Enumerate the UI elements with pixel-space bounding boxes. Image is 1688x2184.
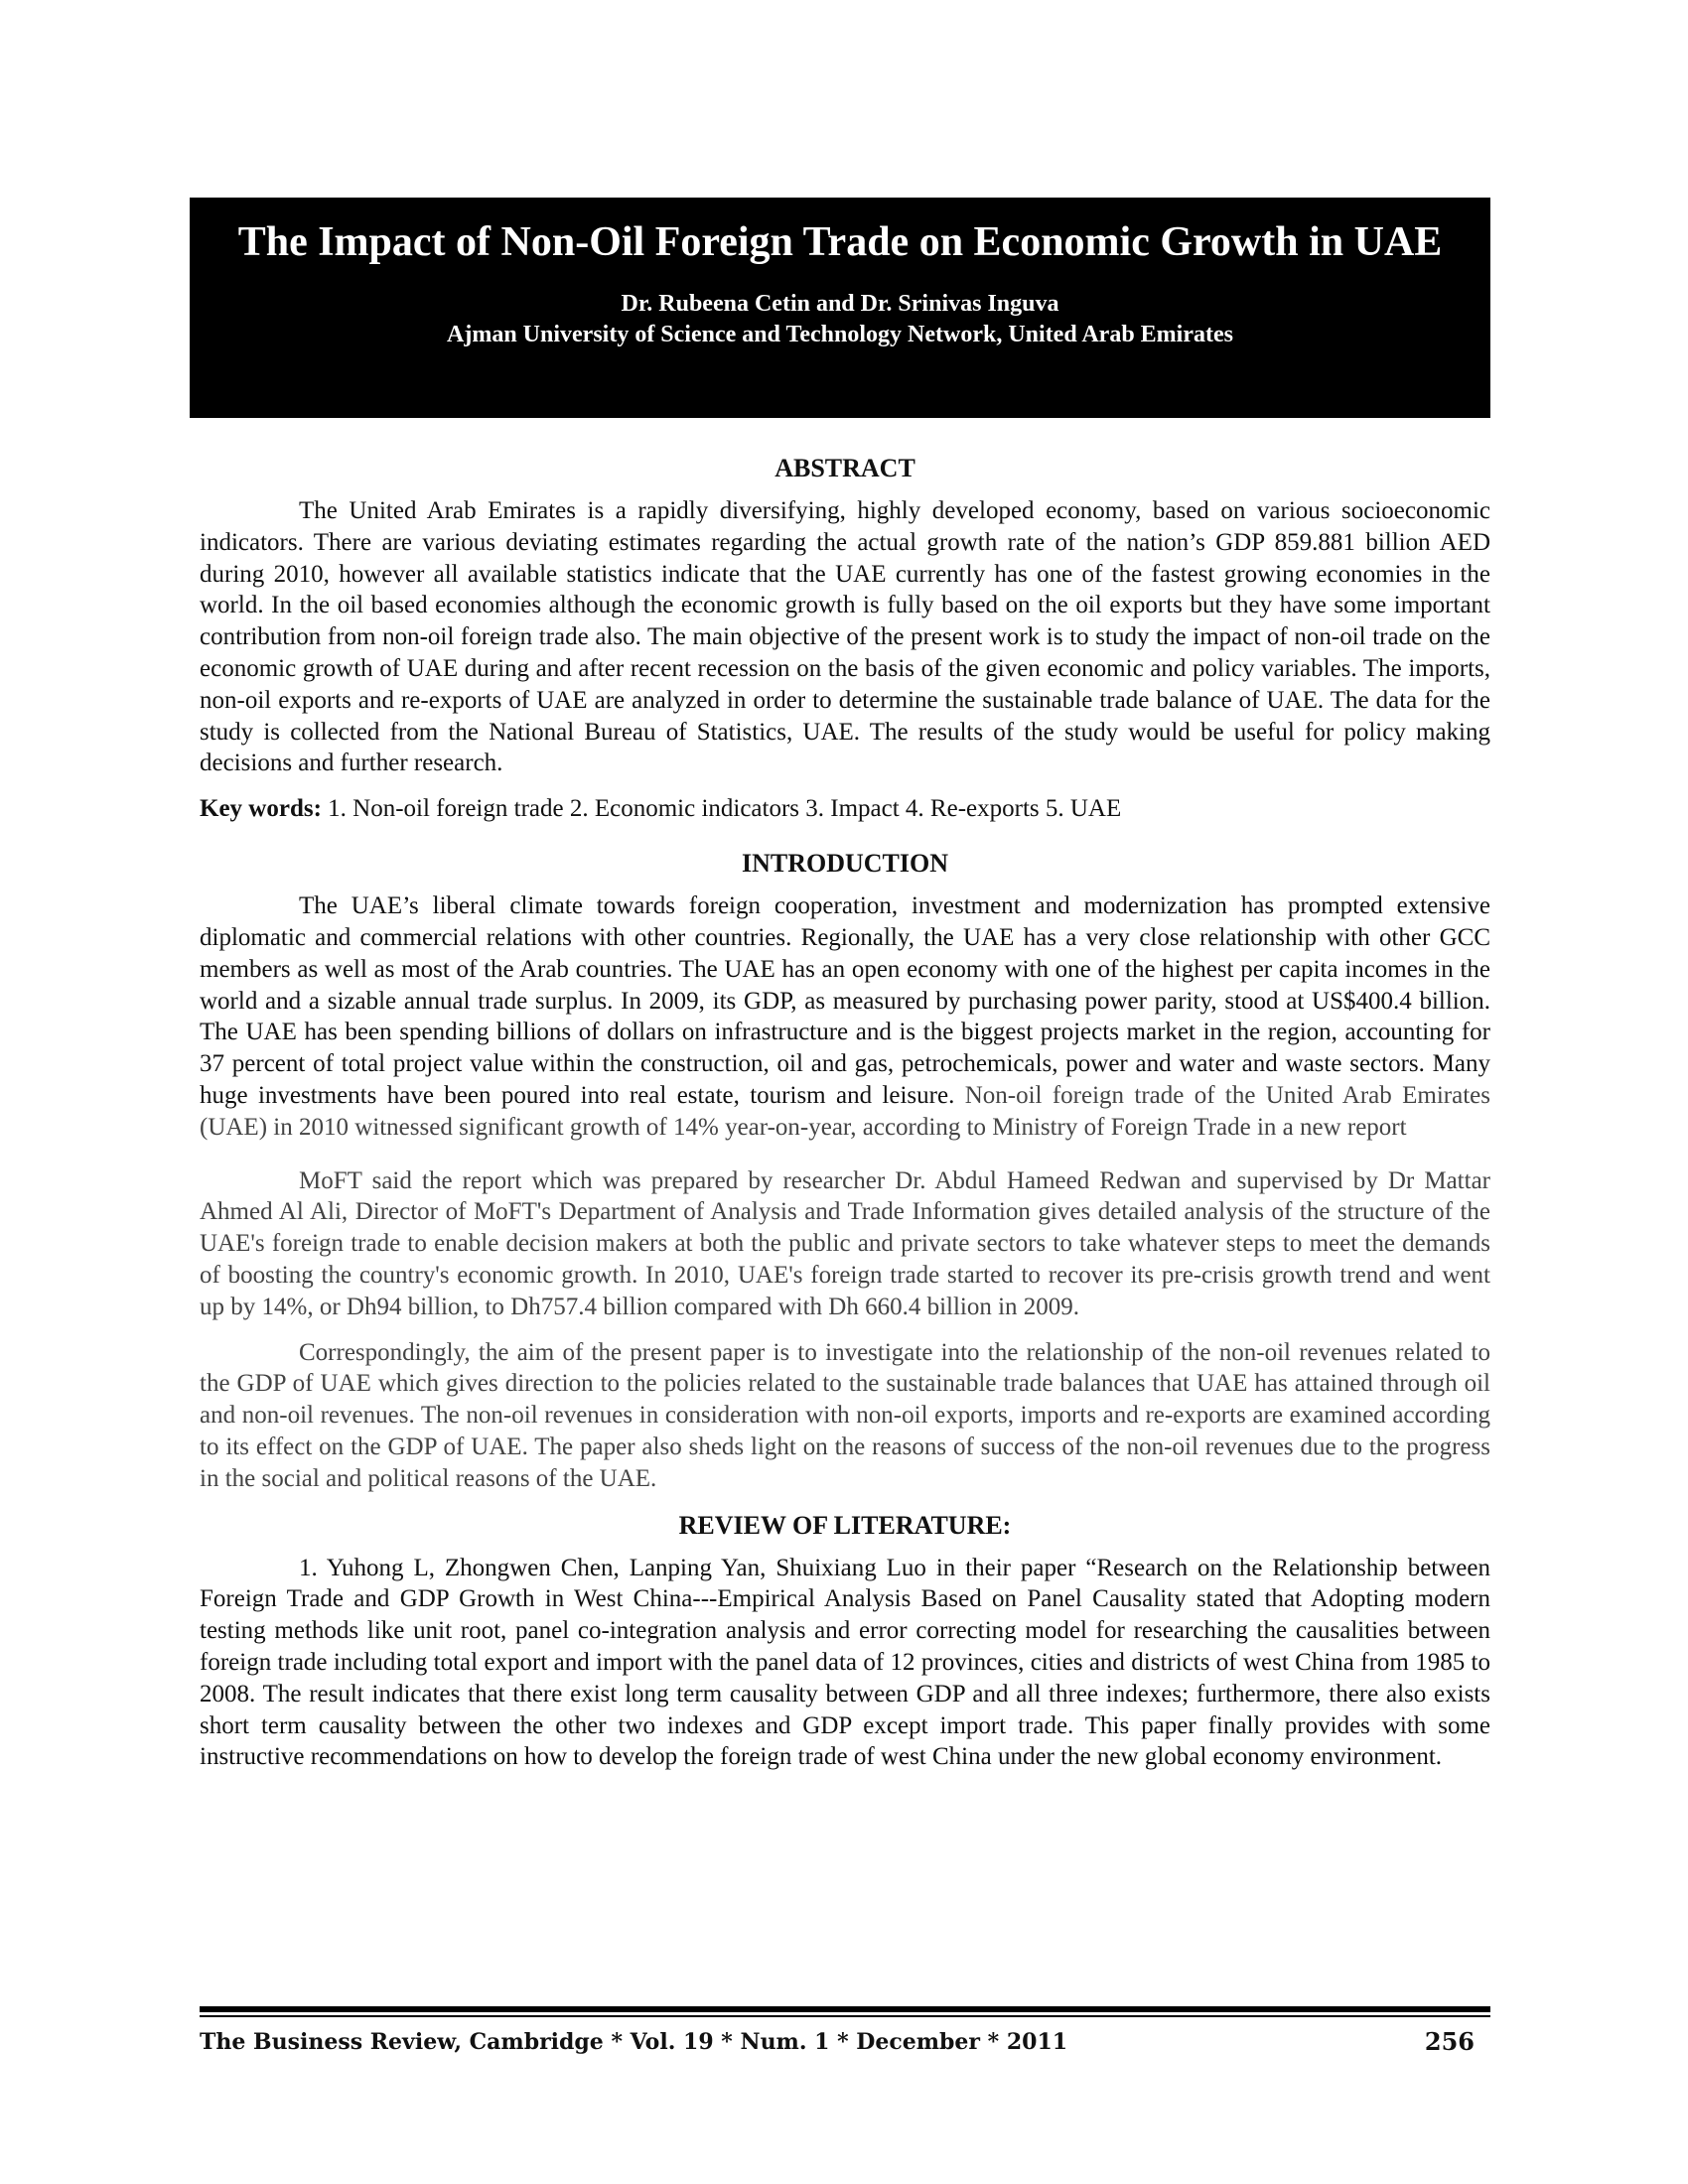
introduction-paragraph-1-continuation: Non-oil foreign trade of the United Arab Emirates (UAE) in 2010 witnessed significant growth of 14% year-on-year, according to Ministry of Foreign Trade in a new report bbox=[200, 1081, 1490, 1141]
introduction-heading: INTRODUCTION bbox=[741, 849, 949, 879]
literature-heading: REVIEW OF LITERATURE: bbox=[678, 1510, 1012, 1540]
abstract-text: The United Arab Emirates is a rapidly diversifying, highly developed economy, based on various socioeconomic indicators. There are various deviating estimates regarding the actual growth rate of the nation’s GDP 859.881 billion AED during 2010, however all available statistics indicate that the UAE currently has one of the fastest growing economies in the world. In the oil based economies although the economic growth is fully based on the oil exports but they have some important contribution from non-oil foreign trade also. The main objective of the present work is to study the impact of non-oil trade on the economic growth of UAE during and after recent recession on the basis of the given economic and policy variables. The imports, non-oil exports and re-exports of UAE are analyzed in order to determine the sustainable trade balance of UAE. The data for the study is collected from the National Bureau of Statistics, UAE. The results of the study would be useful for policy making decisions and further research. bbox=[200, 497, 1490, 777]
keywords-label: Key words: bbox=[200, 795, 322, 823]
paper-body bbox=[200, 452, 1490, 1773]
abstract-heading: ABSTRACT bbox=[774, 454, 915, 482]
author-names: Dr. Rubeena Cetin and Dr. Srinivas Inguva bbox=[621, 291, 1059, 317]
introduction-paragraph-1 bbox=[200, 890, 1490, 1143]
introduction-paragraph-1-text: The UAE’s liberal climate towards foreign cooperation, investment and modernization has prompted extensive diplomatic and commercial relations with other countries. Regionally, the UAE has a very close relationship with other GCC members as well as most of the Arab countries. The UAE has an open economy with one of the highest per capita incomes in the world and a sizable annual trade surplus. In 2009, its GDP, as measured by purchasing power parity, stood at US$400.4 billion. The UAE has been spending billions of dollars on infrastructure and is the biggest projects market in the region, accounting for 37 percent of total project value within the construction, oil and gas, petrochemicals, power and water and waste sectors. Many huge investments have been poured into real estate, tourism and leisure. bbox=[200, 892, 1490, 1109]
footer-rule-thick bbox=[200, 2006, 1490, 2012]
keywords-list: 1. Non-oil foreign trade 2. Economic indicators 3. Impact 4. Re-exports 5. UAE bbox=[321, 795, 1122, 823]
introduction-paragraph-2: MoFT said the report which was prepared by researcher Dr. Abdul Hameed Redwan and supervised by Dr Mattar Ahmed Al Ali, Director of MoFT's Department of Analysis and Trade Information gives detailed analysis of the structure of the UAE's foreign trade to enable decision makers at both the public and private sectors to take whatever steps to meet the demands of boosting the country's economic growth. In 2010, UAE's foreign trade started to recover its pre-crisis growth trend and went up by 14%, or Dh94 billion, to Dh757.4 billion compared with Dh 660.4 billion in 2009. bbox=[200, 1166, 1490, 1320]
page-footer bbox=[200, 2025, 1490, 2065]
paper-title: The Impact of Non-Oil Foreign Trade on Economic Growth in UAE bbox=[237, 219, 1443, 265]
title-banner bbox=[190, 198, 1490, 418]
author-affiliation: Ajman University of Science and Technology Network, United Arab Emirates bbox=[447, 322, 1233, 347]
journal-citation: The Business Review, Cambridge * Vol. 19 * Num. 1 * December * 2011 bbox=[200, 2029, 1068, 2055]
introduction-paragraph-3: Correspondingly, the aim of the present paper is to investigate into the relationship of the non-oil revenues related to the GDP of UAE which gives direction to the policies related to the sustainable trade balances that UAE has attained through oil and non-oil revenues. The non-oil revenues in consideration with non-oil exports, imports and re-exports are examined according to its effect on the GDP of UAE. The paper also sheds light on the reasons of success of the non-oil revenues due to the progress in the social and political reasons of the UAE. bbox=[200, 1338, 1490, 1492]
page-number: 256 bbox=[1424, 2027, 1475, 2056]
footer-rule-thin bbox=[200, 2015, 1490, 2017]
keywords bbox=[200, 793, 1490, 825]
literature-paragraph-1: 1. Yuhong L, Zhongwen Chen, Lanping Yan, Shuixiang Luo in their paper “Research on the Relationship between Foreign Trade and GDP Growth in West China---Empirical Analysis Based on Panel Causality stated that Adopting modern testing methods like unit root, panel co-integration analysis and error correcting model for researching the causalities between foreign trade including total export and import with the panel data of 12 provinces, cities and districts of west China from 1985 to 2008. The result indicates that there exist long term causality between GDP and all three indexes; furthermore, there also exists short term causality between the other two indexes and GDP except import trade. This paper finally provides with some instructive recommendations on how to develop the foreign trade of west China under the new global economy environment. bbox=[200, 1554, 1490, 1771]
